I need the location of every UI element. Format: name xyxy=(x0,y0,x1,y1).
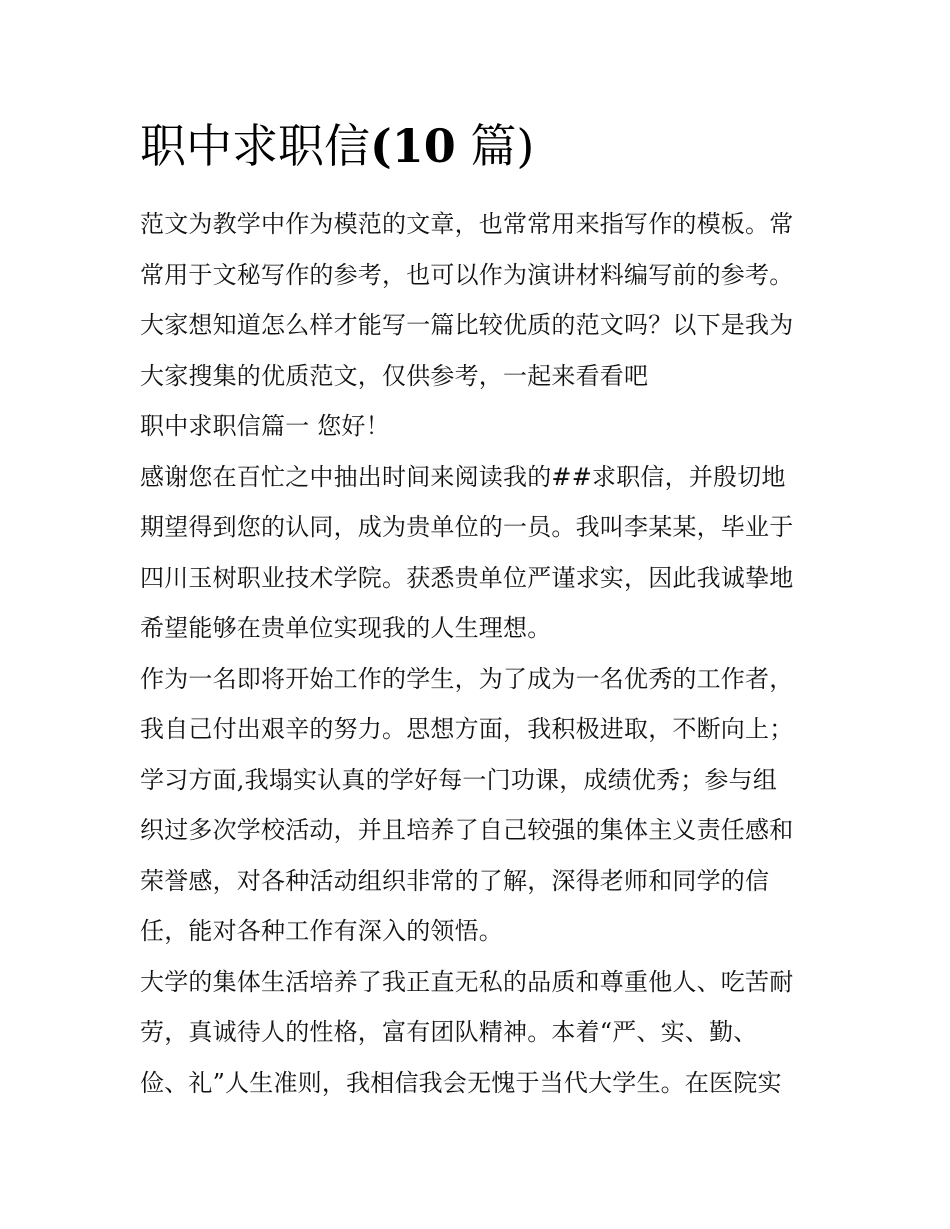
section-heading-line: 职中求职信篇一 您好！ xyxy=(140,412,390,440)
text-line: 我自己付出艰辛的努力。思想方面，我积极进取，不断向上； xyxy=(140,715,794,743)
text-line: 大家想知道怎么样才能写一篇比较优质的范文吗？以下是我为 xyxy=(140,311,794,339)
text-line: 学习方面,我塌实认真的学好每一门功课，成绩优秀；参与组 xyxy=(140,765,778,794)
text-line: 作为一名即将开始工作的学生，为了成为一名优秀的工作者， xyxy=(140,664,794,693)
text-line: 希望能够在贵单位实现我的人生理想。 xyxy=(140,614,552,642)
text-line: 大学的集体生活培养了我正直无私的品质和尊重他人、吃苦耐 xyxy=(140,967,794,996)
text-line: 常用于文秘写作的参考，也可以作为演讲材料编写前的参考。 xyxy=(140,260,794,289)
title-prefix: 职中求职信 xyxy=(140,119,370,173)
text-line: 四川玉树职业技术学院。获悉贵单位严谨求实，因此我诚挚地 xyxy=(140,563,794,592)
title-number: (10 xyxy=(370,119,456,173)
text-line: 范文为教学中作为模范的文章，也常常用来指写作的模板。常 xyxy=(140,210,794,238)
title-suffix: 篇) xyxy=(455,119,535,173)
text-line: 大家搜集的优质范文，仅供参考，一起来看看吧 xyxy=(140,361,649,390)
body-text xyxy=(140,199,820,1108)
text-line: 任，能对各种工作有深入的领悟。 xyxy=(140,917,503,945)
page-title xyxy=(140,116,534,176)
text-line: 期望得到您的认同，成为贵单位的一员。我叫李某某，毕业于 xyxy=(140,513,794,541)
text-line: 感谢您在百忙之中抽出时间来阅读我的##求职信，并殷切地 xyxy=(140,462,786,491)
text-line: 俭、礼”人生准则，我相信我会无愧于当代大学生。在医院实 xyxy=(140,1068,782,1097)
text-line: 荣誉感，对各种活动组织非常的了解，深得老师和同学的信 xyxy=(140,866,770,895)
text-line: 劳，真诚待人的性格，富有团队精神。本着“严、实、勤、 xyxy=(140,1018,758,1046)
text-line: 织过多次学校活动，并且培养了自己较强的集体主义责任感和 xyxy=(140,816,794,844)
